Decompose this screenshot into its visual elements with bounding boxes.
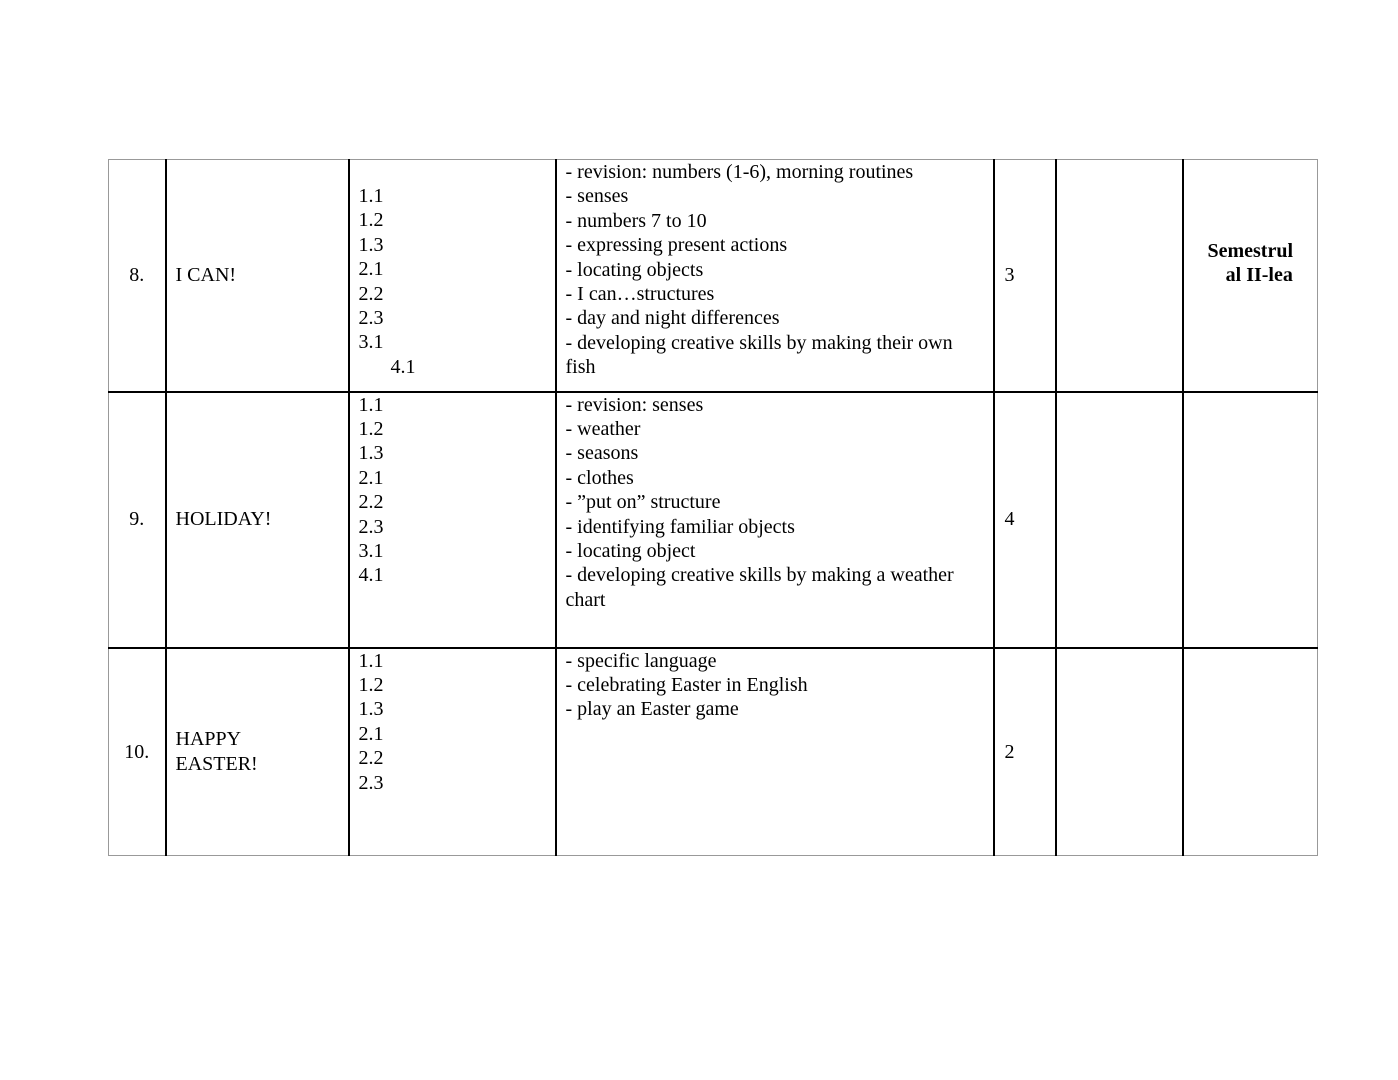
table-row (109, 648, 1318, 856)
competence-item: 2.1 (358, 466, 384, 489)
contents-cell (556, 160, 994, 392)
content-item: - day and night differences (565, 307, 780, 330)
competence-item: 2.1 (358, 722, 384, 745)
content-item: - developing creative skills by making their own fish (565, 331, 953, 379)
unit-title (166, 160, 349, 392)
competences-cell (349, 648, 556, 856)
competence-item: 1.2 (358, 673, 384, 696)
content-item: - celebrating Easter in English (565, 673, 808, 696)
semester-label: Semestrul (1207, 239, 1294, 262)
content-item: - play an Easter game (565, 698, 739, 721)
content-item: - seasons (565, 442, 639, 465)
unit-title-line: HOLIDAY! (175, 508, 272, 531)
competence-item: 2.2 (358, 282, 384, 305)
content-item: - senses (565, 185, 629, 208)
content-item: - identifying familiar objects (565, 515, 795, 538)
hours-cell: 3 (994, 160, 1056, 392)
hours-cell: 4 (994, 392, 1056, 648)
competence-item: 2.1 (358, 258, 384, 281)
competence-item: 4.1 (358, 564, 384, 587)
competence-item: 3.1 (358, 539, 384, 562)
content-item: - developing creative skills by making a weather chart (565, 564, 954, 611)
lesson-plan-table (108, 159, 1318, 856)
unit-title-line: I CAN! (175, 264, 237, 287)
row-number: 9. (109, 392, 166, 648)
row-number: 8. (109, 160, 166, 392)
competence-item: 2.3 (358, 515, 384, 538)
competence-item: 1.1 (358, 649, 384, 672)
contents-cell (556, 648, 994, 856)
semester-cell (1183, 160, 1318, 392)
competence-item: 1.3 (358, 442, 384, 465)
hours-cell: 2 (994, 648, 1056, 856)
competence-item: 1.1 (358, 393, 384, 416)
competence-item: 1.2 (358, 417, 384, 440)
semester-label: al II-lea (1225, 264, 1293, 287)
unit-title (166, 648, 349, 856)
competence-item: 2.2 (358, 491, 384, 514)
competence-item: 3.1 (358, 331, 384, 354)
content-item: - revision: senses (565, 393, 704, 416)
competence-item: 4.1 (390, 355, 416, 378)
competence-item: 2.3 (358, 307, 384, 330)
content-item: - locating objects (565, 258, 704, 281)
contents-cell (556, 392, 994, 648)
unit-title-line: HAPPY (175, 728, 242, 751)
competence-item: 1.1 (358, 185, 384, 207)
table-row (109, 160, 1318, 392)
unit-title-line: EASTER! (175, 752, 258, 775)
content-item: - clothes (565, 466, 634, 489)
content-item: - locating object (565, 539, 696, 562)
content-item: - numbers 7 to 10 (565, 209, 707, 232)
week-cell (1056, 160, 1183, 392)
content-item: - I can…structures (565, 283, 715, 306)
table-row (109, 392, 1318, 648)
content-item: - weather (565, 417, 641, 440)
competence-item: 2.2 (358, 747, 384, 770)
competence-item: 1.3 (358, 233, 384, 256)
semester-cell (1183, 648, 1318, 856)
week-cell (1056, 648, 1183, 856)
content-item: - specific language (565, 649, 717, 672)
week-cell (1056, 392, 1183, 648)
competence-item: 1.2 (358, 209, 384, 232)
competences-cell (349, 392, 556, 648)
content-item: - revision: numbers (1-6), morning routines (565, 161, 914, 183)
unit-title (166, 392, 349, 648)
content-item: - ”put on” structure (565, 491, 721, 514)
semester-cell (1183, 392, 1318, 648)
competence-item: 1.3 (358, 698, 384, 721)
content-item: - expressing present actions (565, 234, 788, 257)
competences-cell (349, 160, 556, 392)
competence-item: 2.3 (358, 771, 384, 794)
row-number: 10. (109, 648, 166, 856)
